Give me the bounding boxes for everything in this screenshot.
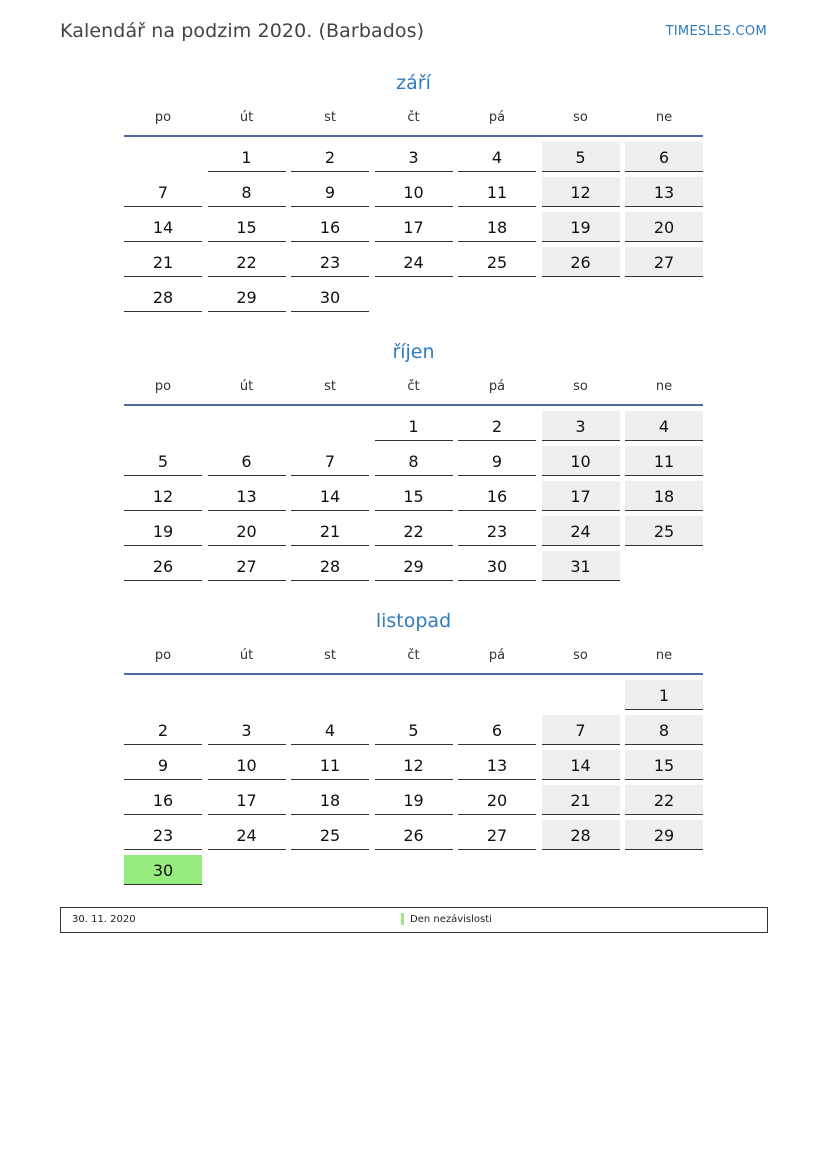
day-cell: 29 <box>375 551 453 581</box>
weekday-label: út <box>239 110 254 125</box>
day-cell: 14 <box>124 212 202 242</box>
day-cell: 5 <box>542 142 620 172</box>
empty-day-cell <box>375 282 453 312</box>
day-cell: 2 <box>124 715 202 745</box>
weekday-label: st <box>324 110 336 125</box>
weekday-label: pá <box>488 648 506 663</box>
day-cell: 6 <box>458 715 536 745</box>
empty-day-cell <box>291 411 369 441</box>
day-cell: 8 <box>375 446 453 476</box>
day-cell: 9 <box>291 177 369 207</box>
day-cell: 15 <box>208 212 286 242</box>
weekday-label: so <box>573 379 588 394</box>
day-cell: 21 <box>291 516 369 546</box>
day-cell: 17 <box>208 785 286 815</box>
empty-day-cell <box>208 855 286 885</box>
day-cell: 6 <box>208 446 286 476</box>
day-cell: 10 <box>375 177 453 207</box>
day-cell: 22 <box>208 247 286 277</box>
day-cell: 16 <box>458 481 536 511</box>
day-cell: 31 <box>542 551 620 581</box>
weekday-label: ne <box>655 110 673 125</box>
empty-day-cell <box>124 680 202 710</box>
empty-day-cell <box>375 680 453 710</box>
day-cell: 22 <box>625 785 703 815</box>
holiday-date: 30. 11. 2020 <box>72 914 136 925</box>
day-cell: 17 <box>375 212 453 242</box>
day-cell: 4 <box>625 411 703 441</box>
day-cell: 23 <box>291 247 369 277</box>
day-cell: 13 <box>625 177 703 207</box>
day-cell: 4 <box>291 715 369 745</box>
day-cell: 30 <box>458 551 536 581</box>
weekday-label: pá <box>488 379 506 394</box>
weekday-label: so <box>573 648 588 663</box>
day-cell: 30 <box>291 282 369 312</box>
day-cell: 20 <box>625 212 703 242</box>
day-cell: 11 <box>291 750 369 780</box>
weekday-label: čt <box>407 379 420 394</box>
day-cell: 11 <box>458 177 536 207</box>
empty-day-cell <box>542 282 620 312</box>
day-cell: 28 <box>291 551 369 581</box>
weekday-label: čt <box>407 110 420 125</box>
day-cell: 15 <box>375 481 453 511</box>
empty-day-cell <box>625 855 703 885</box>
day-cell: 6 <box>625 142 703 172</box>
day-grid <box>124 680 703 885</box>
weekday-label: st <box>324 648 336 663</box>
day-cell: 18 <box>625 481 703 511</box>
day-cell: 4 <box>458 142 536 172</box>
day-cell: 20 <box>458 785 536 815</box>
day-cell: 14 <box>542 750 620 780</box>
day-cell: 27 <box>208 551 286 581</box>
day-grid <box>124 142 703 312</box>
page-title: Kalendář na podzim 2020. (Barbados) <box>60 20 425 42</box>
weekday-header <box>124 103 703 133</box>
day-cell: 18 <box>291 785 369 815</box>
day-cell: 25 <box>458 247 536 277</box>
holiday-list <box>60 907 768 933</box>
day-cell: 7 <box>291 446 369 476</box>
day-cell: 17 <box>542 481 620 511</box>
day-cell: 19 <box>375 785 453 815</box>
empty-day-cell <box>291 855 369 885</box>
day-cell: 26 <box>542 247 620 277</box>
day-cell: 1 <box>625 680 703 710</box>
month-october <box>124 337 703 581</box>
empty-day-cell <box>375 855 453 885</box>
header-rule <box>124 673 703 675</box>
site-link[interactable]: TIMESLES.COM <box>665 24 767 39</box>
header-rule <box>124 404 703 406</box>
empty-day-cell <box>542 855 620 885</box>
holiday-color-marker <box>401 913 404 925</box>
day-cell: 27 <box>625 247 703 277</box>
day-cell: 19 <box>542 212 620 242</box>
empty-day-cell <box>124 411 202 441</box>
weekday-header <box>124 641 703 671</box>
weekday-label: po <box>154 648 172 663</box>
day-cell: 24 <box>208 820 286 850</box>
weekday-label: st <box>324 379 336 394</box>
day-cell: 23 <box>458 516 536 546</box>
day-cell: 10 <box>208 750 286 780</box>
day-cell: 28 <box>124 282 202 312</box>
day-cell: 12 <box>542 177 620 207</box>
day-cell: 12 <box>124 481 202 511</box>
day-cell: 27 <box>458 820 536 850</box>
day-cell: 30 <box>124 855 202 885</box>
weekday-header <box>124 372 703 402</box>
day-cell: 26 <box>375 820 453 850</box>
day-grid <box>124 411 703 581</box>
day-cell: 20 <box>208 516 286 546</box>
day-cell: 16 <box>291 212 369 242</box>
day-cell: 13 <box>208 481 286 511</box>
day-cell: 26 <box>124 551 202 581</box>
empty-day-cell <box>625 551 703 581</box>
empty-day-cell <box>458 855 536 885</box>
month-september <box>124 68 703 312</box>
day-cell: 7 <box>124 177 202 207</box>
empty-day-cell <box>208 411 286 441</box>
holiday-name: Den nezávislosti <box>410 914 492 925</box>
empty-day-cell <box>208 680 286 710</box>
day-cell: 3 <box>375 142 453 172</box>
day-cell: 1 <box>375 411 453 441</box>
day-cell: 11 <box>625 446 703 476</box>
weekday-label: so <box>573 110 588 125</box>
month-november <box>124 606 703 885</box>
weekday-label: ne <box>655 648 673 663</box>
month-name: září <box>396 72 431 94</box>
day-cell: 15 <box>625 750 703 780</box>
day-cell: 24 <box>542 516 620 546</box>
day-cell: 2 <box>291 142 369 172</box>
day-cell: 25 <box>625 516 703 546</box>
empty-day-cell <box>458 282 536 312</box>
header-rule <box>124 135 703 137</box>
empty-day-cell <box>124 142 202 172</box>
day-cell: 9 <box>124 750 202 780</box>
day-cell: 5 <box>124 446 202 476</box>
day-cell: 29 <box>625 820 703 850</box>
day-cell: 19 <box>124 516 202 546</box>
day-cell: 14 <box>291 481 369 511</box>
day-cell: 16 <box>124 785 202 815</box>
day-cell: 13 <box>458 750 536 780</box>
day-cell: 5 <box>375 715 453 745</box>
day-cell: 8 <box>625 715 703 745</box>
day-cell: 7 <box>542 715 620 745</box>
day-cell: 8 <box>208 177 286 207</box>
day-cell: 25 <box>291 820 369 850</box>
month-name: listopad <box>375 610 452 632</box>
weekday-label: pá <box>488 110 506 125</box>
day-cell: 2 <box>458 411 536 441</box>
day-cell: 21 <box>542 785 620 815</box>
empty-day-cell <box>458 680 536 710</box>
day-cell: 3 <box>542 411 620 441</box>
day-cell: 22 <box>375 516 453 546</box>
weekday-label: út <box>239 379 254 394</box>
day-cell: 10 <box>542 446 620 476</box>
day-cell: 3 <box>208 715 286 745</box>
weekday-label: čt <box>407 648 420 663</box>
day-cell: 9 <box>458 446 536 476</box>
weekday-label: út <box>239 648 254 663</box>
empty-day-cell <box>542 680 620 710</box>
weekday-label: po <box>154 379 172 394</box>
empty-day-cell <box>625 282 703 312</box>
day-cell: 18 <box>458 212 536 242</box>
day-cell: 1 <box>208 142 286 172</box>
empty-day-cell <box>291 680 369 710</box>
day-cell: 12 <box>375 750 453 780</box>
day-cell: 21 <box>124 247 202 277</box>
weekday-label: ne <box>655 379 673 394</box>
day-cell: 29 <box>208 282 286 312</box>
day-cell: 24 <box>375 247 453 277</box>
day-cell: 28 <box>542 820 620 850</box>
day-cell: 23 <box>124 820 202 850</box>
weekday-label: po <box>154 110 172 125</box>
month-name: říjen <box>392 341 435 363</box>
